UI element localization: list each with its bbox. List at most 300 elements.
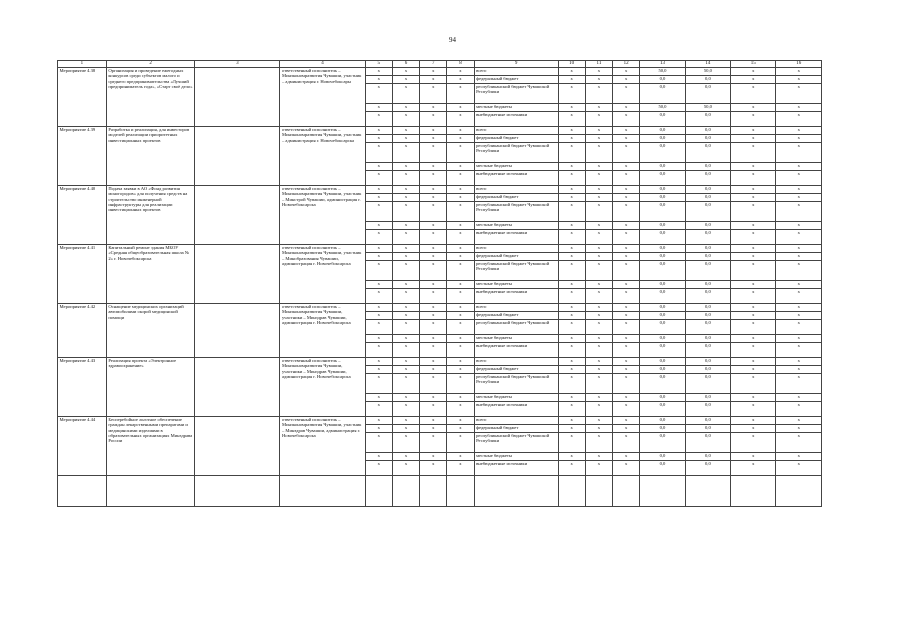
amount-col14: 50,0 (685, 104, 730, 112)
measure-id: Мероприятие 4.42 (58, 304, 107, 358)
mark-cell: x (613, 112, 640, 127)
mark-cell: x (776, 320, 822, 335)
mark-cell: x (447, 394, 474, 402)
mark-cell: x (420, 374, 447, 394)
mark-cell: x (365, 222, 392, 230)
mark-cell: x (392, 194, 419, 202)
amount-col13: 0,0 (640, 394, 685, 402)
mark-cell: x (447, 358, 474, 366)
funding-source: внебюджетные источники (474, 461, 558, 476)
empty-cell (585, 476, 612, 507)
mark-cell: x (420, 335, 447, 343)
amount-col14: 0,0 (685, 343, 730, 358)
mark-cell: x (613, 289, 640, 304)
funding-source: внебюджетные источники (474, 343, 558, 358)
amount-col14: 0,0 (685, 127, 730, 135)
funding-source: республиканский бюджет Чувашской Республики (474, 84, 558, 104)
measure-col3 (195, 417, 280, 476)
amount-col14: 0,0 (685, 358, 730, 366)
mark-cell: x (776, 402, 822, 417)
amount-col13: 0,0 (640, 304, 685, 312)
amount-col13: 50,0 (640, 68, 685, 76)
mark-cell: x (365, 253, 392, 261)
mark-cell: x (447, 335, 474, 343)
amount-col14: 0,0 (685, 402, 730, 417)
mark-cell: x (776, 366, 822, 374)
amount-col14: 0,0 (685, 394, 730, 402)
mark-cell: x (613, 104, 640, 112)
mark-cell: x (776, 374, 822, 394)
empty-cell (420, 476, 447, 507)
mark-cell: x (558, 245, 585, 253)
mark-cell: x (365, 358, 392, 366)
mark-cell: x (731, 186, 776, 194)
mark-cell: x (392, 358, 419, 366)
mark-cell: x (558, 143, 585, 163)
mark-cell: x (776, 84, 822, 104)
mark-cell: x (447, 104, 474, 112)
mark-cell: x (447, 425, 474, 433)
column-header-15: 15 (731, 61, 776, 68)
amount-col13: 0,0 (640, 261, 685, 281)
mark-cell: x (731, 417, 776, 425)
amount-col13: 0,0 (640, 402, 685, 417)
mark-cell: x (558, 186, 585, 194)
mark-cell: x (420, 366, 447, 374)
mark-cell: x (585, 186, 612, 194)
mark-cell: x (447, 245, 474, 253)
measure-responsible: ответственный исполнитель – Минэкономразвития Чувашии, участники – Минздрав Чувашии, администрация г. Новочебоксарска (280, 358, 365, 417)
mark-cell: x (365, 127, 392, 135)
amount-col13: 0,0 (640, 194, 685, 202)
amount-col14: 0,0 (685, 261, 730, 281)
amount-col13: 50,0 (640, 104, 685, 112)
mark-cell: x (558, 112, 585, 127)
mark-cell: x (558, 163, 585, 171)
mark-cell: x (731, 320, 776, 335)
mark-cell: x (613, 461, 640, 476)
mark-cell: x (558, 281, 585, 289)
mark-cell: x (420, 402, 447, 417)
mark-cell: x (392, 171, 419, 186)
mark-cell: x (447, 253, 474, 261)
mark-cell: x (776, 304, 822, 312)
mark-cell: x (613, 320, 640, 335)
table-row (58, 186, 822, 194)
mark-cell: x (585, 112, 612, 127)
mark-cell: x (365, 394, 392, 402)
mark-cell: x (731, 394, 776, 402)
mark-cell: x (447, 163, 474, 171)
funding-source: всего (474, 358, 558, 366)
mark-cell: x (392, 84, 419, 104)
measure-title: Реализация проекта «Электронное здравоохранение» (106, 358, 195, 417)
amount-col14: 0,0 (685, 281, 730, 289)
column-header-9: 9 (474, 61, 558, 68)
mark-cell: x (731, 76, 776, 84)
mark-cell: x (558, 230, 585, 245)
amount-col14: 0,0 (685, 253, 730, 261)
amount-col13: 0,0 (640, 76, 685, 84)
mark-cell: x (365, 245, 392, 253)
amount-col14: 0,0 (685, 222, 730, 230)
mark-cell: x (392, 186, 419, 194)
mark-cell: x (585, 163, 612, 171)
mark-cell: x (585, 461, 612, 476)
mark-cell: x (585, 433, 612, 453)
mark-cell: x (365, 374, 392, 394)
mark-cell: x (776, 461, 822, 476)
empty-cell (640, 476, 685, 507)
table-row (58, 417, 822, 425)
column-header-3: 3 (195, 61, 280, 68)
funding-source: внебюджетные источники (474, 171, 558, 186)
mark-cell: x (420, 143, 447, 163)
mark-cell: x (392, 143, 419, 163)
mark-cell: x (420, 84, 447, 104)
mark-cell: x (585, 202, 612, 222)
mark-cell: x (776, 222, 822, 230)
amount-col14: 0,0 (685, 135, 730, 143)
mark-cell: x (776, 104, 822, 112)
amount-col14: 0,0 (685, 163, 730, 171)
mark-cell: x (776, 112, 822, 127)
mark-cell: x (420, 171, 447, 186)
mark-cell: x (447, 320, 474, 335)
mark-cell: x (447, 461, 474, 476)
amount-col13: 0,0 (640, 425, 685, 433)
mark-cell: x (613, 127, 640, 135)
mark-cell: x (776, 143, 822, 163)
mark-cell: x (776, 186, 822, 194)
mark-cell: x (365, 453, 392, 461)
mark-cell: x (420, 261, 447, 281)
mark-cell: x (447, 135, 474, 143)
mark-cell: x (585, 335, 612, 343)
mark-cell: x (613, 186, 640, 194)
mark-cell: x (731, 358, 776, 366)
mark-cell: x (731, 433, 776, 453)
mark-cell: x (731, 135, 776, 143)
mark-cell: x (731, 171, 776, 186)
mark-cell: x (731, 281, 776, 289)
mark-cell: x (731, 304, 776, 312)
table-row-empty (58, 476, 822, 507)
mark-cell: x (365, 366, 392, 374)
mark-cell: x (558, 76, 585, 84)
measure-title: Разработка и реализация, для инвесторов моделей реализации приоритетных инвестиционных проектов (106, 127, 195, 186)
mark-cell: x (731, 312, 776, 320)
mark-cell: x (558, 425, 585, 433)
mark-cell: x (447, 112, 474, 127)
amount-col14: 0,0 (685, 112, 730, 127)
mark-cell: x (558, 366, 585, 374)
mark-cell: x (776, 194, 822, 202)
mark-cell: x (365, 289, 392, 304)
column-header-6: 6 (392, 61, 419, 68)
mark-cell: x (731, 335, 776, 343)
mark-cell: x (776, 202, 822, 222)
mark-cell: x (731, 202, 776, 222)
column-header-10: 10 (558, 61, 585, 68)
measure-col3 (195, 186, 280, 245)
mark-cell: x (613, 281, 640, 289)
mark-cell: x (585, 358, 612, 366)
funding-source: республиканский бюджет Чувашской Республики (474, 374, 558, 394)
mark-cell: x (392, 343, 419, 358)
mark-cell: x (447, 230, 474, 245)
mark-cell: x (585, 194, 612, 202)
measure-col3 (195, 358, 280, 417)
mark-cell: x (585, 343, 612, 358)
empty-cell (685, 476, 730, 507)
funding-source: всего (474, 127, 558, 135)
measure-responsible: ответственный исполнитель – Минэкономразвития Чувашии, участник – администрация г. Новочебоксарска (280, 127, 365, 186)
amount-col13: 0,0 (640, 253, 685, 261)
funding-source: местные бюджеты (474, 163, 558, 171)
amount-col13: 0,0 (640, 433, 685, 453)
mark-cell: x (613, 143, 640, 163)
measure-title: Организация и проведение ежегодных конкурсов среди субъектов малого и среднего предпринимательства «Лучший предприниматель года», «Старт своё дело» (106, 68, 195, 127)
mark-cell: x (613, 171, 640, 186)
mark-cell: x (365, 135, 392, 143)
funding-source: федеральный бюджет (474, 194, 558, 202)
mark-cell: x (447, 304, 474, 312)
mark-cell: x (558, 394, 585, 402)
mark-cell: x (585, 304, 612, 312)
mark-cell: x (392, 127, 419, 135)
mark-cell: x (731, 68, 776, 76)
amount-col14: 0,0 (685, 84, 730, 104)
mark-cell: x (731, 104, 776, 112)
mark-cell: x (558, 343, 585, 358)
mark-cell: x (365, 304, 392, 312)
measure-responsible: ответственный исполнитель – Минэкономразвития Чувашии, участник – администрация г. Новочебоксары (280, 68, 365, 127)
mark-cell: x (585, 84, 612, 104)
mark-cell: x (392, 135, 419, 143)
mark-cell: x (392, 230, 419, 245)
mark-cell: x (392, 433, 419, 453)
mark-cell: x (613, 366, 640, 374)
mark-cell: x (585, 222, 612, 230)
mark-cell: x (392, 374, 419, 394)
mark-cell: x (585, 261, 612, 281)
mark-cell: x (585, 253, 612, 261)
mark-cell: x (731, 425, 776, 433)
amount-col13: 0,0 (640, 222, 685, 230)
mark-cell: x (392, 222, 419, 230)
mark-cell: x (776, 394, 822, 402)
mark-cell: x (585, 289, 612, 304)
table-body (58, 68, 822, 507)
mark-cell: x (613, 76, 640, 84)
mark-cell: x (365, 84, 392, 104)
mark-cell: x (447, 453, 474, 461)
mark-cell: x (365, 433, 392, 453)
mark-cell: x (776, 335, 822, 343)
funding-source: федеральный бюджет (474, 425, 558, 433)
mark-cell: x (558, 320, 585, 335)
funding-source: республиканский бюджет Чувашской (474, 320, 558, 335)
mark-cell: x (613, 343, 640, 358)
mark-cell: x (447, 127, 474, 135)
measure-id: Мероприятие 4.38 (58, 68, 107, 127)
mark-cell: x (731, 261, 776, 281)
empty-cell (776, 476, 822, 507)
amount-col14: 0,0 (685, 433, 730, 453)
mark-cell: x (585, 366, 612, 374)
amount-col13: 0,0 (640, 112, 685, 127)
mark-cell: x (558, 433, 585, 453)
mark-cell: x (558, 402, 585, 417)
mark-cell: x (420, 194, 447, 202)
amount-col13: 0,0 (640, 289, 685, 304)
mark-cell: x (585, 394, 612, 402)
mark-cell: x (447, 281, 474, 289)
column-header-8: 8 (447, 61, 474, 68)
empty-cell (731, 476, 776, 507)
mark-cell: x (585, 402, 612, 417)
mark-cell: x (731, 374, 776, 394)
table-row (58, 358, 822, 366)
amount-col13: 0,0 (640, 461, 685, 476)
column-number-row (58, 61, 822, 68)
mark-cell: x (365, 261, 392, 281)
mark-cell: x (558, 358, 585, 366)
mark-cell: x (776, 171, 822, 186)
mark-cell: x (613, 402, 640, 417)
measure-id: Мероприятие 4.43 (58, 358, 107, 417)
funding-source: федеральный бюджет (474, 135, 558, 143)
mark-cell: x (420, 202, 447, 222)
mark-cell: x (731, 112, 776, 127)
mark-cell: x (420, 358, 447, 366)
mark-cell: x (447, 417, 474, 425)
mark-cell: x (392, 320, 419, 335)
column-header-14: 14 (685, 61, 730, 68)
mark-cell: x (613, 417, 640, 425)
mark-cell: x (731, 84, 776, 104)
mark-cell: x (392, 253, 419, 261)
mark-cell: x (365, 76, 392, 84)
mark-cell: x (585, 68, 612, 76)
empty-cell (447, 476, 474, 507)
mark-cell: x (392, 261, 419, 281)
program-table (57, 60, 822, 507)
mark-cell: x (731, 143, 776, 163)
mark-cell: x (613, 135, 640, 143)
mark-cell: x (365, 171, 392, 186)
mark-cell: x (420, 417, 447, 425)
mark-cell: x (447, 289, 474, 304)
table-row (58, 68, 822, 76)
mark-cell: x (392, 366, 419, 374)
funding-source: местные бюджеты (474, 335, 558, 343)
empty-cell (58, 476, 107, 507)
column-header-16: 16 (776, 61, 822, 68)
measure-col3 (195, 68, 280, 127)
mark-cell: x (776, 417, 822, 425)
amount-col14: 0,0 (685, 194, 730, 202)
funding-source: федеральный бюджет (474, 76, 558, 84)
mark-cell: x (365, 112, 392, 127)
measure-id: Мероприятие 4.39 (58, 127, 107, 186)
mark-cell: x (613, 230, 640, 245)
mark-cell: x (731, 163, 776, 171)
funding-source: республиканский бюджет Чувашской Республики (474, 202, 558, 222)
mark-cell: x (420, 163, 447, 171)
mark-cell: x (613, 453, 640, 461)
mark-cell: x (392, 76, 419, 84)
funding-source: всего (474, 245, 558, 253)
mark-cell: x (365, 104, 392, 112)
amount-col13: 0,0 (640, 343, 685, 358)
amount-col13: 0,0 (640, 453, 685, 461)
mark-cell: x (558, 202, 585, 222)
mark-cell: x (420, 289, 447, 304)
mark-cell: x (558, 417, 585, 425)
mark-cell: x (613, 358, 640, 366)
funding-source: внебюджетные источники (474, 230, 558, 245)
mark-cell: x (365, 281, 392, 289)
mark-cell: x (613, 394, 640, 402)
mark-cell: x (392, 417, 419, 425)
mark-cell: x (392, 281, 419, 289)
measure-responsible: ответственный исполнитель – Минэкономразвития Чувашии, участники – Минздрав Чувашии, администрация г. Новочебоксарска (280, 304, 365, 358)
table-row (58, 304, 822, 312)
funding-source: внебюджетные источники (474, 402, 558, 417)
column-header-7: 7 (420, 61, 447, 68)
mark-cell: x (731, 461, 776, 476)
empty-cell (558, 476, 585, 507)
amount-col13: 0,0 (640, 417, 685, 425)
mark-cell: x (613, 335, 640, 343)
mark-cell: x (420, 222, 447, 230)
amount-col13: 0,0 (640, 186, 685, 194)
funding-source: республиканский бюджет Чувашской Республики (474, 433, 558, 453)
mark-cell: x (776, 230, 822, 245)
empty-cell (280, 476, 365, 507)
page-number: 94 (449, 36, 456, 44)
mark-cell: x (392, 402, 419, 417)
mark-cell: x (613, 312, 640, 320)
mark-cell: x (731, 194, 776, 202)
mark-cell: x (558, 453, 585, 461)
amount-col14: 0,0 (685, 202, 730, 222)
mark-cell: x (365, 186, 392, 194)
mark-cell: x (585, 453, 612, 461)
mark-cell: x (613, 202, 640, 222)
mark-cell: x (585, 312, 612, 320)
mark-cell: x (776, 312, 822, 320)
amount-col14: 50,0 (685, 68, 730, 76)
mark-cell: x (731, 222, 776, 230)
amount-col13: 0,0 (640, 84, 685, 104)
amount-col13: 0,0 (640, 281, 685, 289)
column-header-4: 4 (280, 61, 365, 68)
mark-cell: x (558, 127, 585, 135)
measure-responsible: ответственный исполнитель – Минэкономразвития Чувашии, участник – Минстрой Чувашии, администрация г. Новочебоксарска (280, 186, 365, 245)
amount-col13: 0,0 (640, 202, 685, 222)
mark-cell: x (447, 76, 474, 84)
mark-cell: x (420, 68, 447, 76)
mark-cell: x (365, 202, 392, 222)
amount-col14: 0,0 (685, 335, 730, 343)
amount-col13: 0,0 (640, 135, 685, 143)
amount-col13: 0,0 (640, 127, 685, 135)
mark-cell: x (420, 433, 447, 453)
mark-cell: x (420, 127, 447, 135)
